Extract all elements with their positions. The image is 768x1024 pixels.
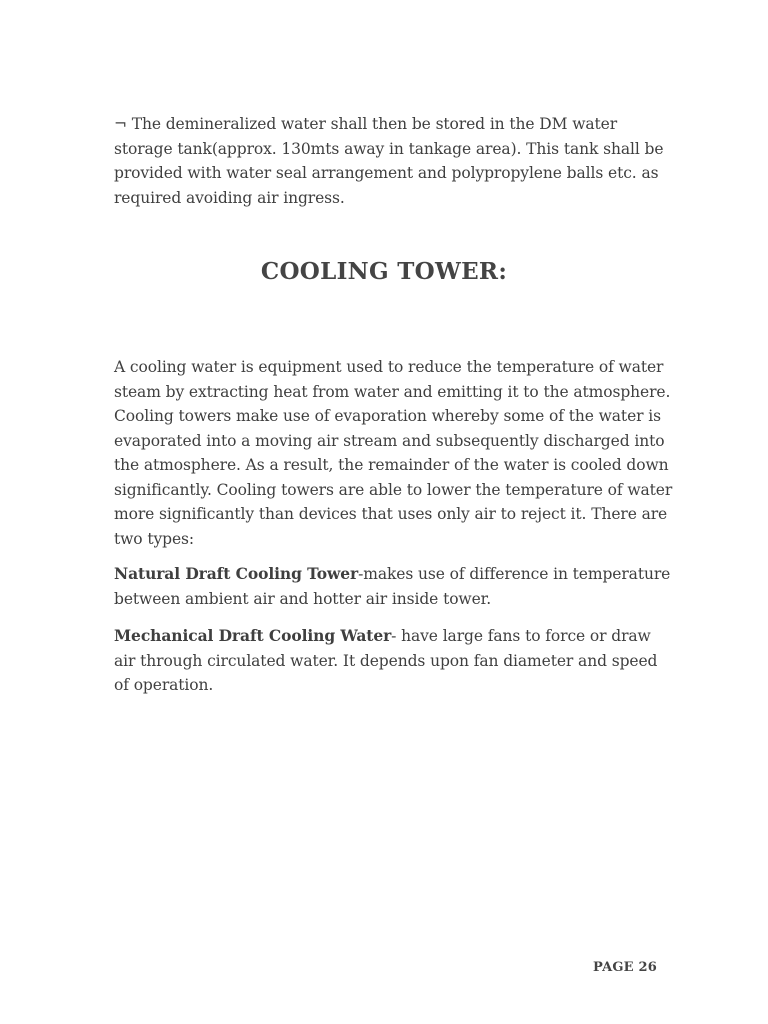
type-paragraph-mechanical-draft xyxy=(114,624,674,698)
section-heading: COOLING TOWER: xyxy=(260,258,508,285)
type-term-natural-draft: Natural Draft Cooling Tower xyxy=(114,564,359,583)
type-description-natural-draft: -makes use of difference in temperature between ambient air and hotter air inside tower. xyxy=(114,565,671,608)
page-number: PAGE 26 xyxy=(593,960,657,975)
type-term-mechanical-draft: Mechanical Draft Cooling Water xyxy=(114,626,392,645)
type-description-mechanical-draft: - have large fans to force or draw air through circulated water. It depends upon fan diameter and speed of operation. xyxy=(114,627,658,694)
type-paragraph-natural-draft xyxy=(114,562,674,611)
intro-paragraph: ¬ The demineralized water shall then be stored in the DM water storage tank(approx. 130mts away in tankage area). This tank shall be provided with water seal arrangement and polypropylene balls etc. as required avoiding air ingress. xyxy=(114,115,664,207)
body-paragraph: A cooling water is equipment used to reduce the temperature of water steam by extracting heat from water and emitting it to the atmosphere. Cooling towers make use of evaporation whereby some of the water is evaporated into a moving air stream and subsequently discharged into the atmosphere. As a result, the remainder of the water is cooled down significantly. Cooling towers are able to lower the temperature of water more significantly than devices that uses only air to reject it. There are two types: xyxy=(114,358,673,548)
